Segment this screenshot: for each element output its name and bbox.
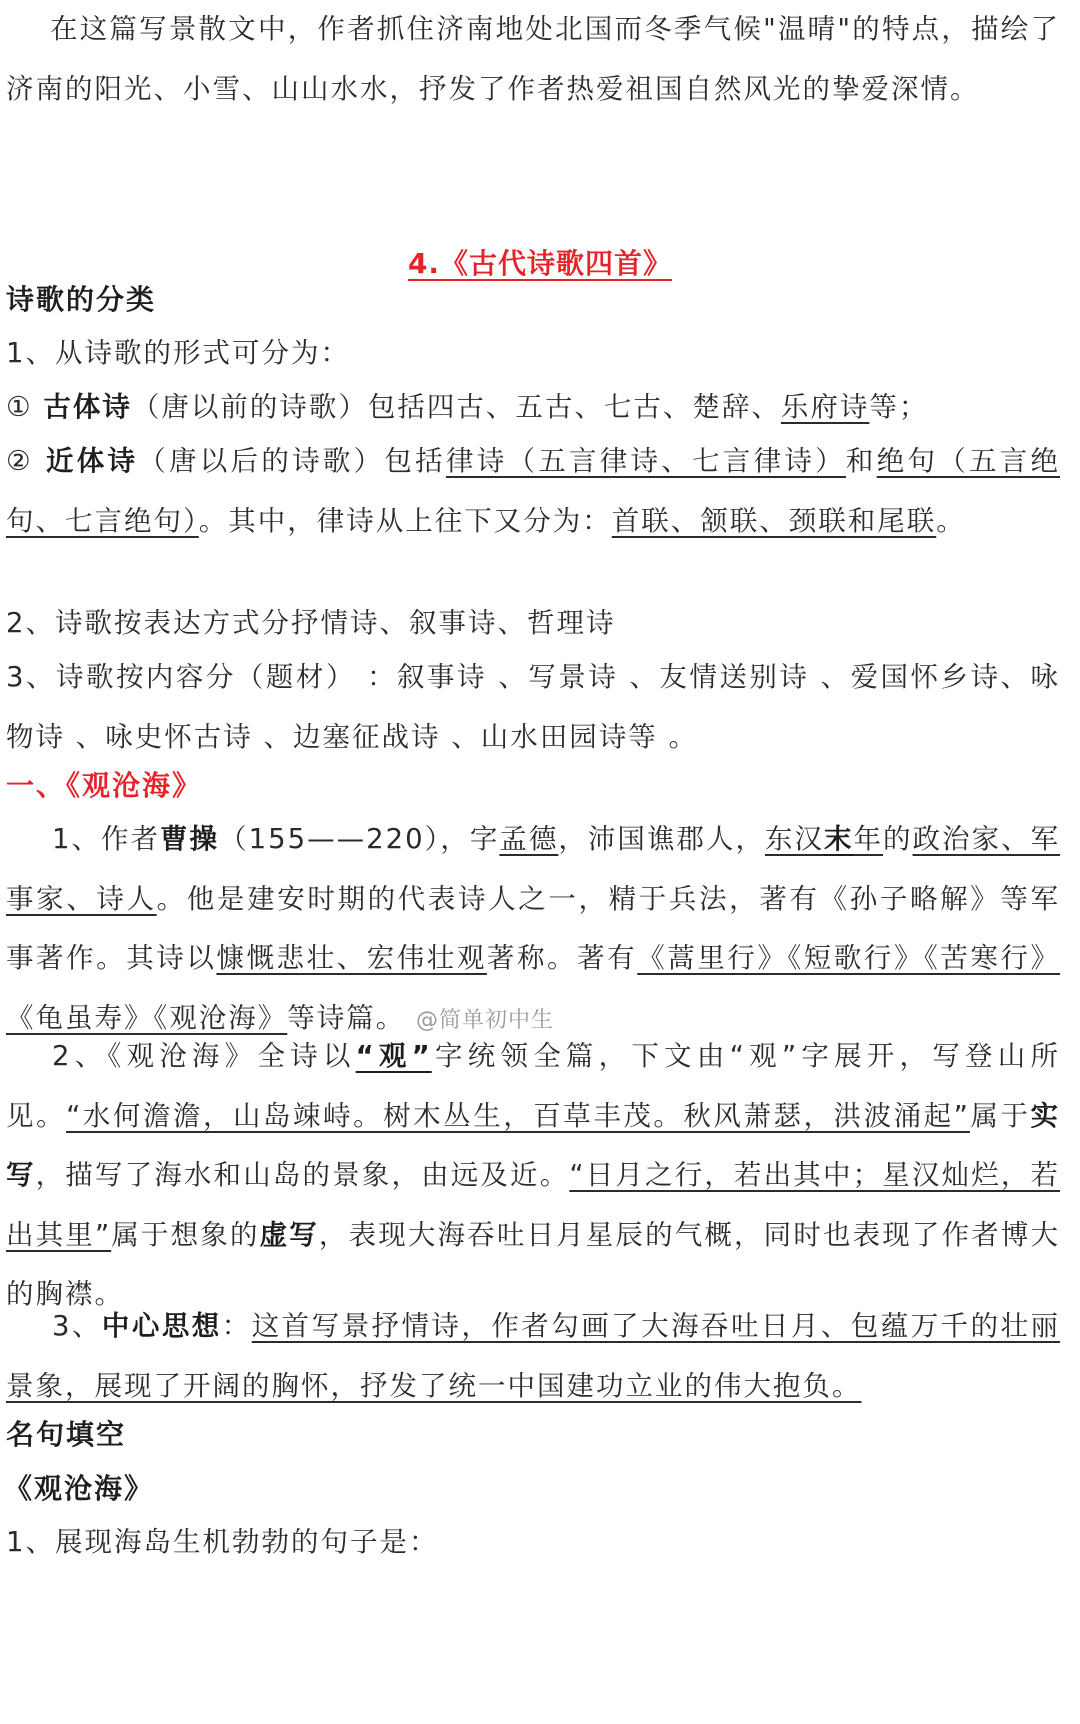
real-writing-term: 实写 xyxy=(6,1099,1061,1191)
modern-and: 和 xyxy=(845,445,877,477)
ancient-desc: （唐以前的诗歌）包括四古、五古、七古、楚辞、 xyxy=(131,391,781,423)
author-years: （155——220），字 xyxy=(219,823,500,855)
analysis-intro: 字统领全篇，下文由“观”字展开，写登山所见。 xyxy=(6,1040,1060,1132)
era-late: 末 xyxy=(824,823,854,855)
section-title-text: 4.《古代诗歌四首》 xyxy=(407,247,673,280)
modern-end: 。 xyxy=(936,504,966,537)
ancient-term: 古体诗 xyxy=(43,391,132,423)
modern-term: 近体诗 xyxy=(45,445,139,477)
section-title xyxy=(0,242,1080,282)
key-character: “观” xyxy=(355,1040,432,1072)
era-dynasty: 东汉 xyxy=(764,823,824,855)
analysis-paragraph xyxy=(6,1027,1060,1325)
intro-paragraph: 在这篇写景散文中，作者抓住济南地处北国而冬季气候"温晴"的特点，描绘了济南的阳光、小雪、山山水水，抒发了作者热爱祖国自然风光的挚爱深情。 xyxy=(6,13,1060,105)
imagined-writing-desc: ，表现大海吞吐日月星辰的气概，同时也表现了作者博大的胸襟。 xyxy=(6,1218,1061,1310)
classification-heading: 诗歌的分类 xyxy=(6,283,157,316)
yuefu-term: 乐府诗 xyxy=(780,391,870,423)
works-intro: 著称。著有 xyxy=(486,942,638,974)
era-year: 年 xyxy=(853,823,884,855)
central-idea-label: 中心思想 xyxy=(101,1310,222,1342)
author-courtesy-name: 孟德 xyxy=(499,823,559,855)
author-bio: 。他是建安时期的代表诗人之一，精于兵法，著有《孙子略解》等军事著作。其诗以 xyxy=(6,882,1061,974)
imagined-writing-quote: “日月之行，若出其中；星汉灿烂，若出其里” xyxy=(6,1159,1061,1251)
central-idea-number: 3、 xyxy=(52,1310,102,1342)
works-tail: 等诗篇。 xyxy=(287,1001,406,1034)
watermark: @简单初中生 xyxy=(416,1007,555,1033)
modern-mid: 。其中，律诗从上往下又分为： xyxy=(198,504,612,537)
fill-poem-title: 《观沧海》 xyxy=(4,1472,155,1505)
modern-marker: ② xyxy=(6,445,34,477)
author-origin: ，沛国谯郡人， xyxy=(558,823,765,855)
imagined-writing-term: 虚写 xyxy=(259,1218,319,1251)
author-prefix: 1、作者 xyxy=(52,823,161,855)
poem-heading: 一、《观沧海》 xyxy=(6,769,203,802)
real-writing-desc: ，描写了海水和山岛的景象，由远及近。 xyxy=(35,1159,570,1191)
classification-item-3: 3、诗歌按内容分（题材） ：叙事诗 、写景诗 、友情送别诗 、爱国怀乡诗、咏物诗 、咏史怀古诗 、边塞征战诗 、山水田园诗等 。 xyxy=(6,661,1060,753)
lushi-term: 律诗（五言律诗、七言律诗） xyxy=(445,445,846,477)
belongs-to: 属于 xyxy=(969,1099,1031,1132)
fill-heading: 名句填空 xyxy=(6,1418,127,1451)
classification-item-2: 2、诗歌按表达方式分抒情诗、叙事诗、哲理诗 xyxy=(6,607,616,639)
works-list: 《蒿里行》《短歌行》《苦寒行》《龟虽寿》《观沧海》 xyxy=(6,942,1061,1034)
analysis-prefix: 2、《观沧海》全诗以 xyxy=(52,1040,356,1072)
ancient-poetry-line xyxy=(6,378,1060,438)
poetic-style: 慷慨悲壮、宏伟壮观 xyxy=(216,942,487,974)
central-idea-paragraph xyxy=(6,1297,1060,1416)
central-idea-text: 这首写景抒情诗，作者勾画了大海吞吐日月、包蕴万千的壮丽景象，展现了开阔的胸怀，抒发了统一中国建功立业的伟大抱负。 xyxy=(6,1310,1061,1402)
fill-question-1: 1、展现海岛生机勃勃的句子是： xyxy=(6,1526,439,1558)
imagined-prefix: 属于想象的 xyxy=(111,1218,260,1251)
modern-poetry-paragraph xyxy=(6,432,1060,551)
ancient-tail: 等； xyxy=(869,391,929,423)
classification-item-1: 1、从诗歌的形式可分为： xyxy=(6,337,350,369)
jueju-term: 绝句（五言绝句、七言绝句） xyxy=(6,445,1061,537)
author-of: 的 xyxy=(883,823,913,855)
author-paragraph xyxy=(6,810,1060,1050)
author-name: 曹操 xyxy=(160,823,220,855)
lian-terms: 首联、颔联、颈联和尾联 xyxy=(611,504,937,537)
real-writing-quote: “水何澹澹，山岛竦峙。树木丛生，百草丰茂。秋风萧瑟，洪波涌起” xyxy=(66,1099,970,1132)
modern-desc: （唐以后的诗歌）包括 xyxy=(138,445,446,477)
ancient-marker: ① xyxy=(6,391,33,423)
author-roles: 政治家、军事家、诗人 xyxy=(6,823,1061,915)
central-idea-colon: ： xyxy=(221,1310,252,1342)
